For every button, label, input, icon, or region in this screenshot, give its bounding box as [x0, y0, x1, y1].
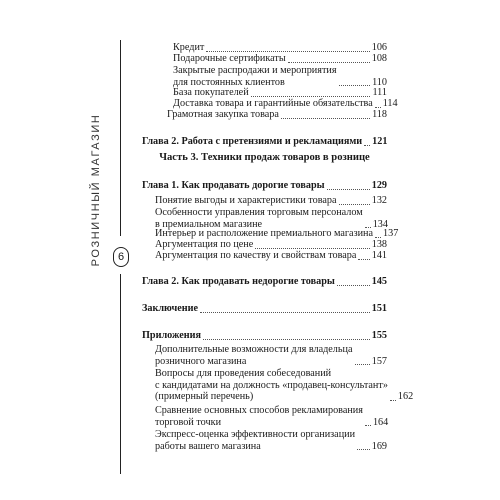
toc-chapter-entry: [142, 136, 387, 148]
toc-entry: [173, 42, 387, 54]
toc-entry-title: Особенности управления торговым персоналом в премиальном магазине: [155, 207, 363, 230]
toc-entry-title: Вопросы для проведения собеседований с кандидатами на должность «продавец-консультант» (примерный перечень): [155, 368, 388, 402]
page-number: 6: [113, 247, 129, 267]
toc-entry: [155, 207, 387, 230]
leader-dots: [203, 339, 370, 340]
leader-dots: [390, 400, 396, 401]
running-header-book-title: РОЗНИЧНЫЙ МАГАЗИН: [90, 113, 102, 267]
toc-entry-page: 132: [371, 195, 387, 206]
toc-entry-page: 155: [371, 330, 387, 341]
toc-entry-title: Глава 1. Как продавать дорогие товары: [142, 180, 325, 191]
leader-dots: [355, 364, 370, 365]
toc-entry: [173, 87, 387, 99]
toc-entry-title: Интерьер и расположение премиального магазина: [155, 228, 374, 239]
toc-chapter-entry: [142, 276, 387, 288]
toc-entry-page: 108: [371, 53, 387, 64]
toc-entry: [173, 53, 387, 65]
toc-entry-page: 164: [372, 416, 389, 428]
toc-entry: [155, 239, 387, 251]
toc-entry-page: 114: [382, 98, 398, 109]
toc-entry-page: 134: [372, 218, 388, 230]
toc-entry-page: 121: [372, 136, 388, 147]
toc-entry-title: Доставка товара и гарантийные обязательства: [173, 98, 373, 109]
toc-entry-title: Заключение: [142, 303, 198, 314]
leader-dots: [327, 189, 370, 190]
toc-entry-page: 162: [397, 391, 414, 402]
toc-entry-page: 138: [371, 239, 387, 250]
leader-dots: [251, 96, 371, 97]
leader-dots: [337, 285, 370, 286]
toc-entry-page: 110: [372, 76, 387, 88]
toc-entry: [173, 65, 387, 88]
leader-dots: [206, 51, 369, 52]
toc-entry-title: Приложения: [142, 330, 202, 341]
toc-chapter-entry: [142, 330, 387, 342]
toc-entry-title: Грамотная закупка товара: [167, 109, 279, 120]
leader-dots: [200, 312, 370, 313]
toc-entry-title: Глава 2. Работа с претензиями и рекламациями: [142, 136, 363, 147]
toc-entry: [155, 405, 387, 428]
toc-entry-page: 118: [372, 109, 387, 120]
leader-dots: [365, 425, 371, 426]
toc-chapter-entry: [142, 303, 387, 315]
toc-entry-title: Понятие выгоды и характеристики товара: [155, 195, 337, 206]
toc-entry: [167, 109, 387, 121]
leader-dots: [364, 145, 370, 146]
toc-entry: [155, 344, 387, 367]
toc-entry-page: 137: [383, 228, 399, 239]
leader-dots: [375, 237, 381, 238]
toc-chapter-entry: [142, 180, 387, 192]
toc-entry-page: 111: [372, 87, 387, 98]
leader-dots: [357, 449, 370, 450]
toc-entry-title: Аргументация по качеству и свойствам товара: [155, 250, 357, 261]
leader-dots: [358, 259, 369, 260]
toc-entry-page: 129: [371, 180, 387, 191]
leader-dots: [339, 204, 370, 205]
toc-entry-page: 106: [371, 42, 387, 53]
toc-entry-page: 141: [371, 250, 387, 261]
toc-entry-page: 145: [371, 276, 387, 287]
toc-entry-title: Кредит: [173, 42, 205, 53]
toc-entry-page: 151: [371, 303, 387, 314]
toc-entry-page: 157: [371, 355, 387, 367]
toc-entry-title: Сравнение основных способов рекламирования торговой точки: [155, 405, 363, 428]
toc-entry: [155, 250, 387, 262]
leader-dots: [255, 248, 369, 249]
toc-entry: [173, 98, 398, 110]
leader-dots: [288, 62, 370, 63]
toc-entry-title: Дополнительные возможности для владельца розничного магазина: [155, 344, 353, 367]
toc-entry-title: База покупателей: [173, 87, 249, 98]
toc-entry-title: Аргументация по цене: [155, 239, 254, 250]
part-heading: Часть 3. Техники продаж товаров в рознице: [159, 152, 370, 163]
toc-entry: [155, 228, 399, 240]
toc-entry: [155, 368, 414, 403]
leader-dots: [339, 85, 371, 86]
leader-dots: [375, 107, 381, 108]
toc-entry-title: Подарочные сертификаты: [173, 53, 286, 64]
leader-dots: [281, 118, 370, 119]
toc-entry: [155, 429, 387, 452]
toc-entry-title: Глава 2. Как продавать недорогие товары: [142, 276, 335, 287]
toc-entry-page: 169: [371, 440, 387, 452]
toc-entry: [155, 195, 387, 207]
toc-entry-title: Закрытые распродажи и мероприятия для постоянных клиентов: [173, 65, 337, 88]
toc-entry-title: Экспресс-оценка эффективности организации работы вашего магазина: [155, 429, 356, 452]
